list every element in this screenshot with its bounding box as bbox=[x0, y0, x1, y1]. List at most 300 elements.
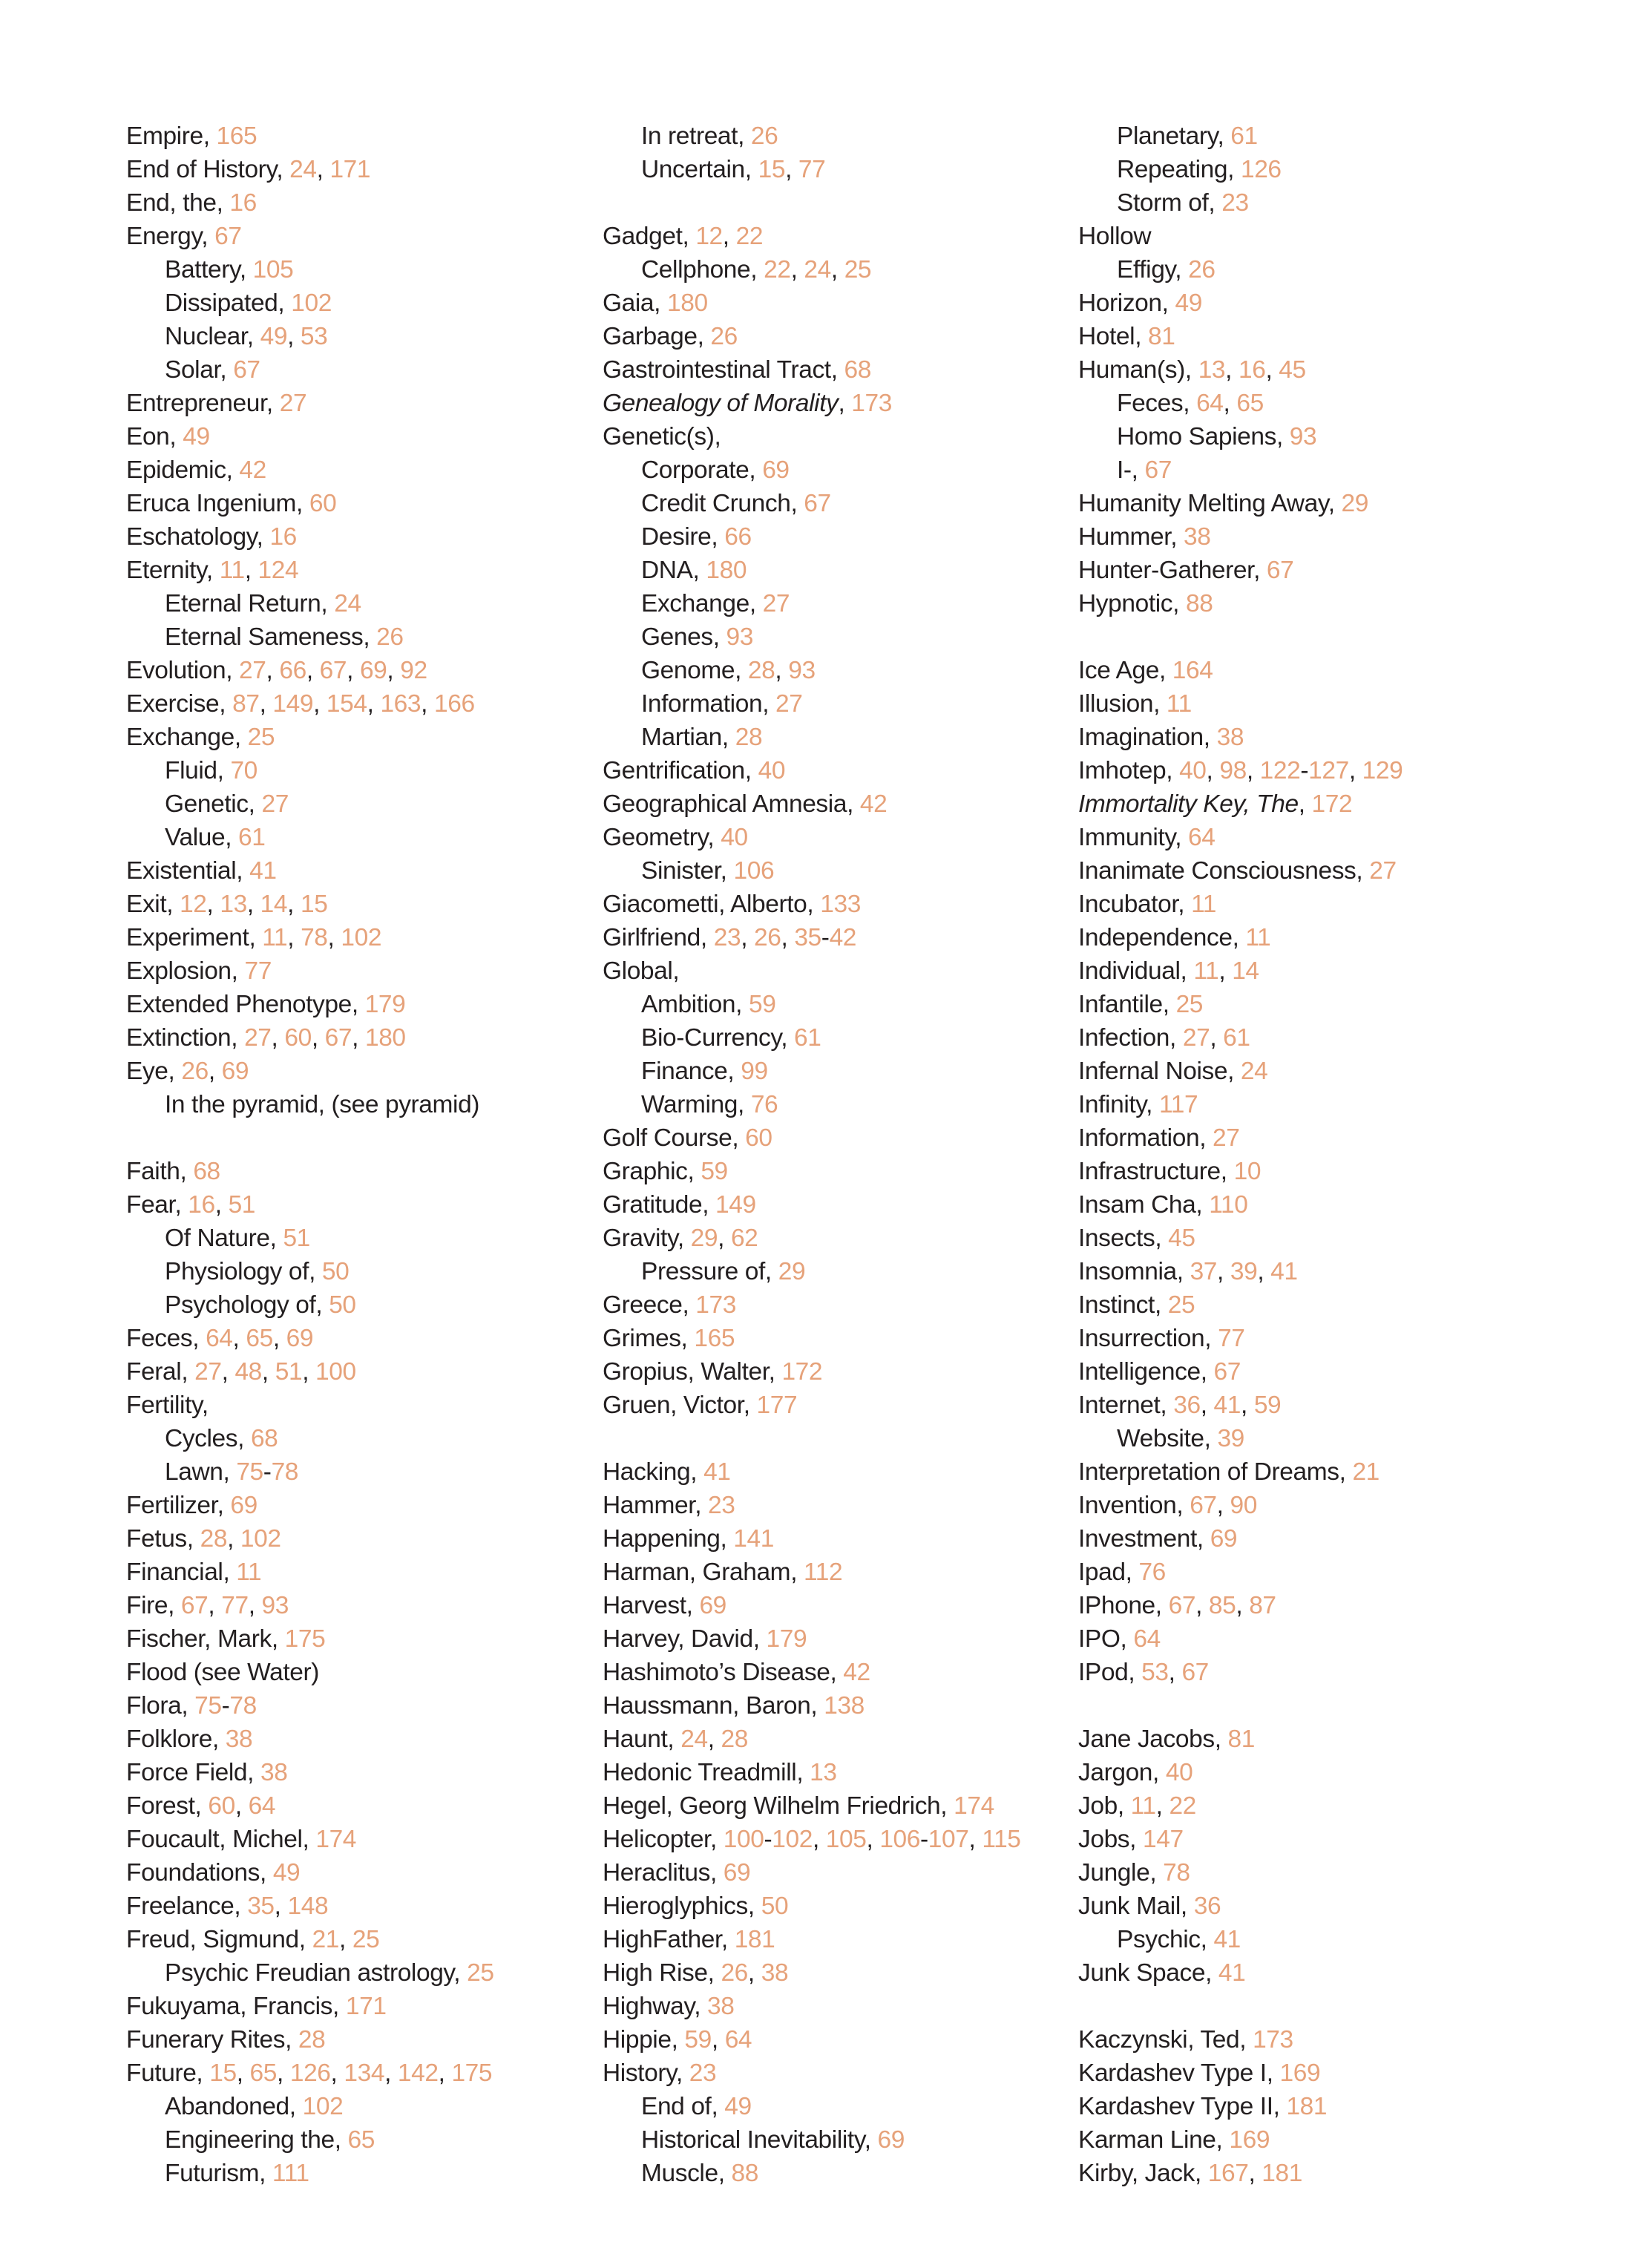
page-number[interactable]: 28 bbox=[721, 1725, 748, 1753]
page-number[interactable]: 38 bbox=[761, 1959, 789, 1987]
page-number[interactable]: 16 bbox=[1238, 356, 1266, 384]
page-number[interactable]: 64 bbox=[724, 2026, 752, 2054]
page-number[interactable]: 87 bbox=[232, 690, 260, 718]
separator: , bbox=[677, 1225, 691, 1252]
page-number[interactable]: 110 bbox=[1209, 1191, 1248, 1219]
page-number[interactable]: 16 bbox=[269, 523, 297, 551]
page-number[interactable]: 37 bbox=[1190, 1258, 1218, 1285]
separator: , bbox=[278, 289, 292, 317]
index-term: Information bbox=[641, 690, 763, 718]
page-number[interactable]: 167 bbox=[1207, 2160, 1249, 2187]
page-number[interactable]: 102 bbox=[772, 1826, 813, 1853]
page-number[interactable]: 78 bbox=[229, 1692, 257, 1720]
page-number[interactable]: 65 bbox=[1236, 390, 1264, 417]
page-number[interactable]: 25 bbox=[467, 1959, 494, 1987]
page-number[interactable]: 23 bbox=[1221, 189, 1249, 217]
page-number[interactable]: 40 bbox=[758, 757, 786, 784]
page-range[interactable] bbox=[236, 1458, 298, 1486]
page-number[interactable]: 10 bbox=[1233, 1158, 1262, 1185]
page-number[interactable]: 42 bbox=[859, 790, 888, 818]
page-number[interactable]: 11 bbox=[1245, 924, 1271, 951]
page-number[interactable]: 50 bbox=[321, 1258, 350, 1285]
page-number[interactable]: 77 bbox=[1218, 1325, 1245, 1352]
page-number[interactable]: 81 bbox=[1148, 323, 1175, 350]
page-number[interactable]: 61 bbox=[1223, 1024, 1250, 1052]
page-number[interactable]: 21 bbox=[312, 1926, 340, 1953]
page-number[interactable]: 107 bbox=[928, 1826, 969, 1853]
page-number[interactable]: 100 bbox=[315, 1358, 356, 1386]
index-entry bbox=[1078, 2056, 1403, 2090]
index-entry bbox=[1078, 1856, 1403, 1890]
page-number[interactable]: 68 bbox=[250, 1425, 278, 1452]
page-number[interactable]: 48 bbox=[234, 1358, 262, 1386]
page-number[interactable]: 26 bbox=[1188, 256, 1216, 284]
page-number[interactable]: 36 bbox=[1193, 1892, 1221, 1920]
page-number[interactable]: 15 bbox=[758, 156, 786, 183]
page-number[interactable]: 59 bbox=[1253, 1392, 1282, 1419]
index-subentry bbox=[603, 487, 1021, 520]
page-number[interactable]: 171 bbox=[345, 1993, 387, 2020]
page-number[interactable]: 100 bbox=[723, 1826, 764, 1853]
page-number[interactable]: 117 bbox=[1158, 1091, 1198, 1118]
page-number[interactable]: 42 bbox=[239, 456, 266, 484]
page-number[interactable]: 11 bbox=[236, 1559, 262, 1586]
index-entry bbox=[126, 1589, 494, 1622]
page-number[interactable]: 69 bbox=[1210, 1525, 1238, 1553]
page-number[interactable]: 49 bbox=[183, 423, 210, 450]
page-number[interactable]: 69 bbox=[762, 456, 790, 484]
index-entry bbox=[1078, 1188, 1403, 1222]
page-number[interactable]: 67 bbox=[1144, 456, 1172, 484]
page-number[interactable]: 68 bbox=[193, 1158, 220, 1185]
page-number[interactable]: 98 bbox=[1219, 757, 1247, 784]
page-number[interactable]: 129 bbox=[1362, 757, 1403, 784]
page-number[interactable]: 27 bbox=[1182, 1024, 1210, 1052]
page-number[interactable]: 180 bbox=[706, 557, 747, 584]
index-entry bbox=[603, 821, 1021, 854]
separator: , bbox=[272, 1325, 286, 1352]
page-number[interactable]: 106 bbox=[879, 1826, 921, 1853]
page-number[interactable]: 26 bbox=[754, 924, 781, 951]
page-number[interactable]: 149 bbox=[272, 690, 314, 718]
page-number[interactable]: 26 bbox=[750, 122, 778, 150]
page-number[interactable]: 88 bbox=[1185, 590, 1213, 617]
page-number[interactable]: 25 bbox=[844, 256, 872, 284]
page-number[interactable]: 69 bbox=[877, 2126, 905, 2154]
page-number[interactable]: 169 bbox=[1229, 2126, 1270, 2154]
page-number[interactable]: 174 bbox=[315, 1826, 357, 1853]
page-number[interactable]: 24 bbox=[289, 156, 317, 183]
page-number[interactable]: 59 bbox=[701, 1158, 728, 1185]
page-number[interactable]: 165 bbox=[216, 122, 257, 150]
page-number[interactable]: 69 bbox=[359, 657, 387, 684]
page-number[interactable]: 67 bbox=[1190, 1492, 1217, 1519]
page-number[interactable]: 64 bbox=[1196, 390, 1224, 417]
page-number[interactable]: 93 bbox=[788, 657, 816, 684]
page-number[interactable]: 23 bbox=[713, 924, 741, 951]
page-number[interactable]: 26 bbox=[710, 323, 738, 350]
page-number[interactable]: 41 bbox=[1213, 1926, 1241, 1953]
page-number[interactable]: 164 bbox=[1172, 657, 1213, 684]
page-number[interactable]: 174 bbox=[954, 1792, 994, 1820]
page-number[interactable]: 15 bbox=[209, 2059, 237, 2087]
page-number[interactable]: 65 bbox=[347, 2126, 375, 2154]
page-number[interactable]: 75 bbox=[236, 1458, 263, 1486]
page-number[interactable]: 29 bbox=[778, 1258, 806, 1285]
index-term: Cycles bbox=[165, 1425, 238, 1452]
page-number[interactable]: 67 bbox=[1213, 1358, 1241, 1386]
page-number[interactable]: 179 bbox=[766, 1625, 807, 1653]
page-number[interactable]: 163 bbox=[380, 690, 421, 718]
page-number[interactable]: 65 bbox=[249, 2059, 278, 2087]
page-number[interactable]: 27 bbox=[239, 657, 266, 684]
page-number[interactable]: 61 bbox=[794, 1024, 821, 1052]
page-range[interactable] bbox=[1260, 757, 1349, 784]
index-entry bbox=[126, 387, 494, 420]
page-number[interactable]: 41 bbox=[1218, 1959, 1246, 1987]
page-number[interactable]: 69 bbox=[723, 1859, 751, 1887]
page-number[interactable]: 147 bbox=[1143, 1826, 1184, 1853]
page-number[interactable]: 28 bbox=[298, 2026, 326, 2054]
page-number[interactable]: 67 bbox=[324, 1024, 352, 1052]
page-number[interactable]: 41 bbox=[703, 1458, 731, 1486]
page-number[interactable]: 14 bbox=[1232, 957, 1259, 985]
page-number[interactable]: 40 bbox=[1165, 1759, 1193, 1786]
separator: , bbox=[790, 490, 804, 517]
page-number[interactable]: 67 bbox=[233, 356, 260, 384]
page-number[interactable]: 64 bbox=[1133, 1625, 1161, 1653]
page-number[interactable]: 127 bbox=[1308, 757, 1349, 784]
page-number[interactable]: 166 bbox=[433, 690, 475, 718]
page-number[interactable]: 23 bbox=[708, 1492, 735, 1519]
page-number[interactable]: 181 bbox=[734, 1926, 775, 1953]
page-number[interactable]: 27 bbox=[279, 390, 307, 417]
page-number[interactable]: 69 bbox=[230, 1492, 257, 1519]
page-number[interactable]: 92 bbox=[400, 657, 427, 684]
page-number[interactable]: 11 bbox=[1166, 690, 1192, 718]
page-number[interactable]: 172 bbox=[1311, 790, 1353, 818]
page-number[interactable]: 22 bbox=[764, 256, 791, 284]
index-term: Pressure of bbox=[641, 1258, 765, 1285]
page-number[interactable]: 51 bbox=[275, 1358, 303, 1386]
page-number[interactable]: 49 bbox=[724, 2093, 752, 2120]
page-number[interactable]: 51 bbox=[283, 1225, 310, 1252]
page-number[interactable]: 61 bbox=[1230, 122, 1258, 150]
page-number[interactable]: 67 bbox=[804, 490, 831, 517]
page-number[interactable]: 149 bbox=[715, 1191, 756, 1219]
page-number[interactable]: 27 bbox=[261, 790, 289, 818]
index-subentry bbox=[603, 654, 1021, 687]
page-number[interactable]: 11 bbox=[1191, 891, 1217, 918]
page-number[interactable]: 61 bbox=[238, 824, 266, 851]
index-entry bbox=[1078, 854, 1403, 888]
page-number[interactable]: 105 bbox=[252, 256, 294, 284]
separator: , bbox=[749, 456, 763, 484]
separator: , bbox=[332, 1993, 346, 2020]
index-entry bbox=[603, 921, 1021, 954]
page-number[interactable]: 23 bbox=[689, 2059, 717, 2087]
page-number[interactable]: 67 bbox=[180, 1592, 209, 1619]
page-number[interactable]: 11 bbox=[1130, 1792, 1156, 1820]
page-number[interactable]: 27 bbox=[1369, 857, 1397, 885]
page-number[interactable]: 181 bbox=[1262, 2160, 1302, 2187]
page-number[interactable]: 25 bbox=[1167, 1291, 1195, 1319]
page-number[interactable]: 45 bbox=[1279, 356, 1306, 384]
page-number[interactable]: 102 bbox=[291, 289, 332, 317]
index-term: Illusion bbox=[1078, 690, 1154, 718]
page-number[interactable]: 38 bbox=[1216, 724, 1244, 751]
page-number[interactable]: 76 bbox=[750, 1091, 778, 1118]
page-number[interactable]: 67 bbox=[1168, 1592, 1196, 1619]
page-number[interactable]: 126 bbox=[1240, 156, 1282, 183]
page-number[interactable]: 51 bbox=[228, 1191, 256, 1219]
separator: , bbox=[387, 657, 401, 684]
page-number[interactable]: 24 bbox=[334, 590, 361, 617]
index-subentry bbox=[126, 2123, 494, 2157]
page-number[interactable]: 26 bbox=[376, 623, 404, 651]
index-term: Battery bbox=[165, 256, 240, 284]
separator: , bbox=[1206, 757, 1220, 784]
page-number[interactable]: 25 bbox=[1175, 991, 1204, 1018]
page-number[interactable]: 41 bbox=[249, 857, 277, 885]
page-number[interactable]: 64 bbox=[206, 1325, 233, 1352]
page-number[interactable]: 67 bbox=[1266, 557, 1294, 584]
page-number[interactable]: 181 bbox=[1286, 2093, 1328, 2120]
page-number[interactable]: 126 bbox=[289, 2059, 331, 2087]
index-entry bbox=[1078, 988, 1403, 1021]
page-number[interactable]: 28 bbox=[747, 657, 775, 684]
page-number[interactable]: 27 bbox=[775, 690, 803, 718]
index-term: Forest bbox=[126, 1792, 195, 1820]
page-number[interactable]: 41 bbox=[1270, 1258, 1298, 1285]
page-number[interactable]: 171 bbox=[329, 156, 371, 183]
page-number[interactable]: 27 bbox=[244, 1024, 272, 1052]
page-number[interactable]: 24 bbox=[804, 256, 831, 284]
page-number[interactable]: 77 bbox=[221, 1592, 249, 1619]
page-number[interactable]: 35 bbox=[794, 924, 821, 951]
page-number[interactable]: 105 bbox=[825, 1826, 867, 1853]
page-number[interactable]: 172 bbox=[781, 1358, 823, 1386]
page-number[interactable]: 64 bbox=[248, 1792, 276, 1820]
page-number[interactable]: 106 bbox=[733, 857, 775, 885]
page-number[interactable]: 16 bbox=[229, 189, 257, 217]
page-number[interactable]: 87 bbox=[1249, 1592, 1276, 1619]
page-range[interactable] bbox=[724, 1826, 813, 1853]
page-number[interactable]: 11 bbox=[219, 557, 245, 584]
page-number[interactable]: 60 bbox=[284, 1024, 312, 1052]
page-number[interactable]: 59 bbox=[748, 991, 776, 1018]
page-number[interactable]: 88 bbox=[731, 2160, 759, 2187]
page-number[interactable]: 77 bbox=[798, 156, 826, 183]
page-number[interactable]: 67 bbox=[319, 657, 347, 684]
page-number[interactable]: 78 bbox=[1163, 1859, 1190, 1887]
index-term: Harvey, David bbox=[603, 1625, 753, 1653]
page-number[interactable]: 14 bbox=[260, 891, 288, 918]
page-number[interactable]: 93 bbox=[261, 1592, 289, 1619]
page-number[interactable]: 66 bbox=[279, 657, 306, 684]
page-number[interactable]: 42 bbox=[829, 924, 857, 951]
page-number[interactable]: 13 bbox=[1198, 356, 1226, 384]
page-range[interactable] bbox=[794, 924, 856, 951]
page-number[interactable]: 115 bbox=[982, 1826, 1021, 1853]
page-number[interactable]: 27 bbox=[762, 590, 790, 617]
page-number[interactable]: 180 bbox=[364, 1024, 406, 1052]
page-number[interactable]: 26 bbox=[181, 1058, 209, 1085]
page-number[interactable]: 67 bbox=[214, 223, 242, 250]
page-number[interactable]: 13 bbox=[810, 1759, 837, 1786]
page-number[interactable]: 29 bbox=[690, 1225, 718, 1252]
page-number[interactable]: 122 bbox=[1259, 757, 1301, 784]
index-column-2 bbox=[603, 119, 1021, 2190]
page-number[interactable]: 173 bbox=[851, 390, 892, 417]
page-number[interactable]: 13 bbox=[220, 891, 247, 918]
page-number[interactable]: 62 bbox=[730, 1225, 758, 1252]
separator: , bbox=[347, 657, 360, 684]
page-number[interactable]: 38 bbox=[1184, 523, 1211, 551]
index-entry bbox=[603, 1489, 1021, 1522]
page-number[interactable]: 25 bbox=[247, 724, 275, 751]
page-number[interactable]: 142 bbox=[397, 2059, 439, 2087]
page-number[interactable]: 50 bbox=[329, 1291, 356, 1319]
page-number[interactable]: 124 bbox=[257, 557, 299, 584]
page-number[interactable]: 49 bbox=[260, 323, 288, 350]
page-number[interactable]: 180 bbox=[667, 289, 708, 317]
page-number[interactable]: 175 bbox=[451, 2059, 493, 2087]
page-number[interactable]: 16 bbox=[188, 1191, 215, 1219]
page-number[interactable]: 12 bbox=[695, 223, 723, 250]
page-range[interactable] bbox=[879, 1826, 968, 1853]
separator: , bbox=[752, 1625, 767, 1653]
index-subentry bbox=[126, 821, 494, 854]
page-number[interactable]: 69 bbox=[286, 1325, 314, 1352]
page-number[interactable]: 134 bbox=[344, 2059, 385, 2087]
page-number[interactable]: 99 bbox=[741, 1058, 768, 1085]
page-number[interactable]: 11 bbox=[1193, 957, 1219, 985]
separator: , bbox=[1214, 1725, 1228, 1753]
page-number[interactable]: 85 bbox=[1208, 1592, 1236, 1619]
page-number[interactable]: 67 bbox=[1181, 1659, 1209, 1686]
page-number[interactable]: 173 bbox=[695, 1291, 736, 1319]
page-number[interactable]: 70 bbox=[230, 757, 257, 784]
page-number[interactable]: 27 bbox=[1213, 1124, 1240, 1152]
page-number[interactable]: 173 bbox=[1253, 2026, 1293, 2054]
page-number[interactable]: 45 bbox=[1168, 1225, 1195, 1252]
page-number[interactable]: 175 bbox=[284, 1625, 326, 1653]
index-entry bbox=[126, 954, 494, 988]
page-number[interactable]: 112 bbox=[804, 1559, 843, 1586]
index-entry bbox=[1078, 1823, 1403, 1856]
separator: , bbox=[1135, 323, 1149, 350]
page-number[interactable]: 60 bbox=[208, 1792, 235, 1820]
page-number[interactable]: 26 bbox=[721, 1959, 748, 1987]
page-number[interactable]: 53 bbox=[300, 323, 328, 350]
page-number[interactable]: 66 bbox=[724, 523, 752, 551]
page-number[interactable]: 69 bbox=[699, 1592, 726, 1619]
page-number[interactable]: 165 bbox=[694, 1325, 735, 1352]
page-number[interactable]: 24 bbox=[1240, 1058, 1268, 1085]
page-number[interactable]: 65 bbox=[246, 1325, 273, 1352]
page-number[interactable]: 29 bbox=[1341, 490, 1368, 517]
separator: , bbox=[1220, 1158, 1234, 1185]
page-number[interactable]: 141 bbox=[733, 1525, 774, 1553]
page-number[interactable]: 36 bbox=[1173, 1392, 1201, 1419]
page-number[interactable]: 169 bbox=[1279, 2059, 1321, 2087]
page-number[interactable]: 11 bbox=[262, 924, 288, 951]
page-number[interactable]: 15 bbox=[300, 891, 328, 918]
page-number[interactable]: 42 bbox=[843, 1659, 870, 1686]
page-number[interactable]: 22 bbox=[1169, 1792, 1196, 1820]
page-number[interactable]: 78 bbox=[271, 1458, 299, 1486]
page-number[interactable]: 38 bbox=[260, 1759, 288, 1786]
page-range[interactable] bbox=[194, 1692, 257, 1720]
separator: , bbox=[1178, 891, 1192, 918]
page-number[interactable]: 93 bbox=[726, 623, 753, 651]
page-number[interactable]: 111 bbox=[272, 2160, 309, 2187]
page-number[interactable]: 179 bbox=[364, 991, 406, 1018]
page-number[interactable]: 35 bbox=[247, 1892, 275, 1920]
page-number[interactable]: 102 bbox=[341, 924, 382, 951]
page-number[interactable]: 68 bbox=[844, 356, 872, 384]
index-term: Finance bbox=[641, 1058, 728, 1085]
page-number[interactable]: 28 bbox=[200, 1525, 228, 1553]
page-number[interactable]: 78 bbox=[301, 924, 328, 951]
index-term: Warming bbox=[641, 1091, 738, 1118]
page-number[interactable]: 12 bbox=[180, 891, 207, 918]
page-number[interactable]: 38 bbox=[707, 1993, 735, 2020]
page-number[interactable]: 49 bbox=[272, 1859, 301, 1887]
page-number[interactable]: 81 bbox=[1227, 1725, 1255, 1753]
page-number[interactable]: 50 bbox=[761, 1892, 789, 1920]
page-number[interactable]: 38 bbox=[225, 1725, 253, 1753]
page-number[interactable]: 53 bbox=[1141, 1659, 1169, 1686]
page-number[interactable]: 25 bbox=[352, 1926, 380, 1953]
index-term: Girlfriend bbox=[603, 924, 701, 951]
page-number[interactable]: 154 bbox=[326, 690, 367, 718]
page-number[interactable]: 60 bbox=[309, 490, 337, 517]
page-number[interactable]: 28 bbox=[735, 724, 763, 751]
page-number[interactable]: 77 bbox=[244, 957, 272, 985]
separator: , bbox=[707, 824, 721, 851]
page-number[interactable]: 41 bbox=[1213, 1392, 1241, 1419]
page-number[interactable]: 76 bbox=[1138, 1559, 1166, 1586]
page-number[interactable]: 59 bbox=[684, 2026, 712, 2054]
page-number[interactable]: 102 bbox=[240, 1525, 281, 1553]
page-number[interactable]: 40 bbox=[721, 824, 748, 851]
page-number[interactable]: 39 bbox=[1230, 1258, 1258, 1285]
page-number[interactable]: 177 bbox=[756, 1392, 798, 1419]
page-number[interactable]: 39 bbox=[1217, 1425, 1244, 1452]
page-number[interactable]: 133 bbox=[820, 891, 861, 918]
page-number[interactable]: 93 bbox=[1289, 423, 1317, 450]
page-number[interactable]: 138 bbox=[824, 1692, 865, 1720]
page-number[interactable]: 69 bbox=[221, 1058, 249, 1085]
page-number[interactable]: 27 bbox=[194, 1358, 222, 1386]
page-number[interactable]: 60 bbox=[745, 1124, 772, 1152]
page-number[interactable]: 90 bbox=[1230, 1492, 1257, 1519]
page-number[interactable]: 22 bbox=[735, 223, 764, 250]
page-number[interactable]: 75 bbox=[194, 1692, 222, 1720]
page-number[interactable]: 102 bbox=[302, 2093, 344, 2120]
page-number[interactable]: 49 bbox=[1175, 289, 1202, 317]
page-number[interactable]: 24 bbox=[680, 1725, 708, 1753]
page-number[interactable]: 148 bbox=[287, 1892, 329, 1920]
page-number[interactable]: 64 bbox=[1188, 824, 1216, 851]
separator: , bbox=[1175, 824, 1189, 851]
page-number[interactable]: 21 bbox=[1352, 1458, 1380, 1486]
page-number[interactable]: 40 bbox=[1179, 757, 1207, 784]
separator: , bbox=[838, 390, 852, 417]
separator: , bbox=[247, 1759, 260, 1786]
